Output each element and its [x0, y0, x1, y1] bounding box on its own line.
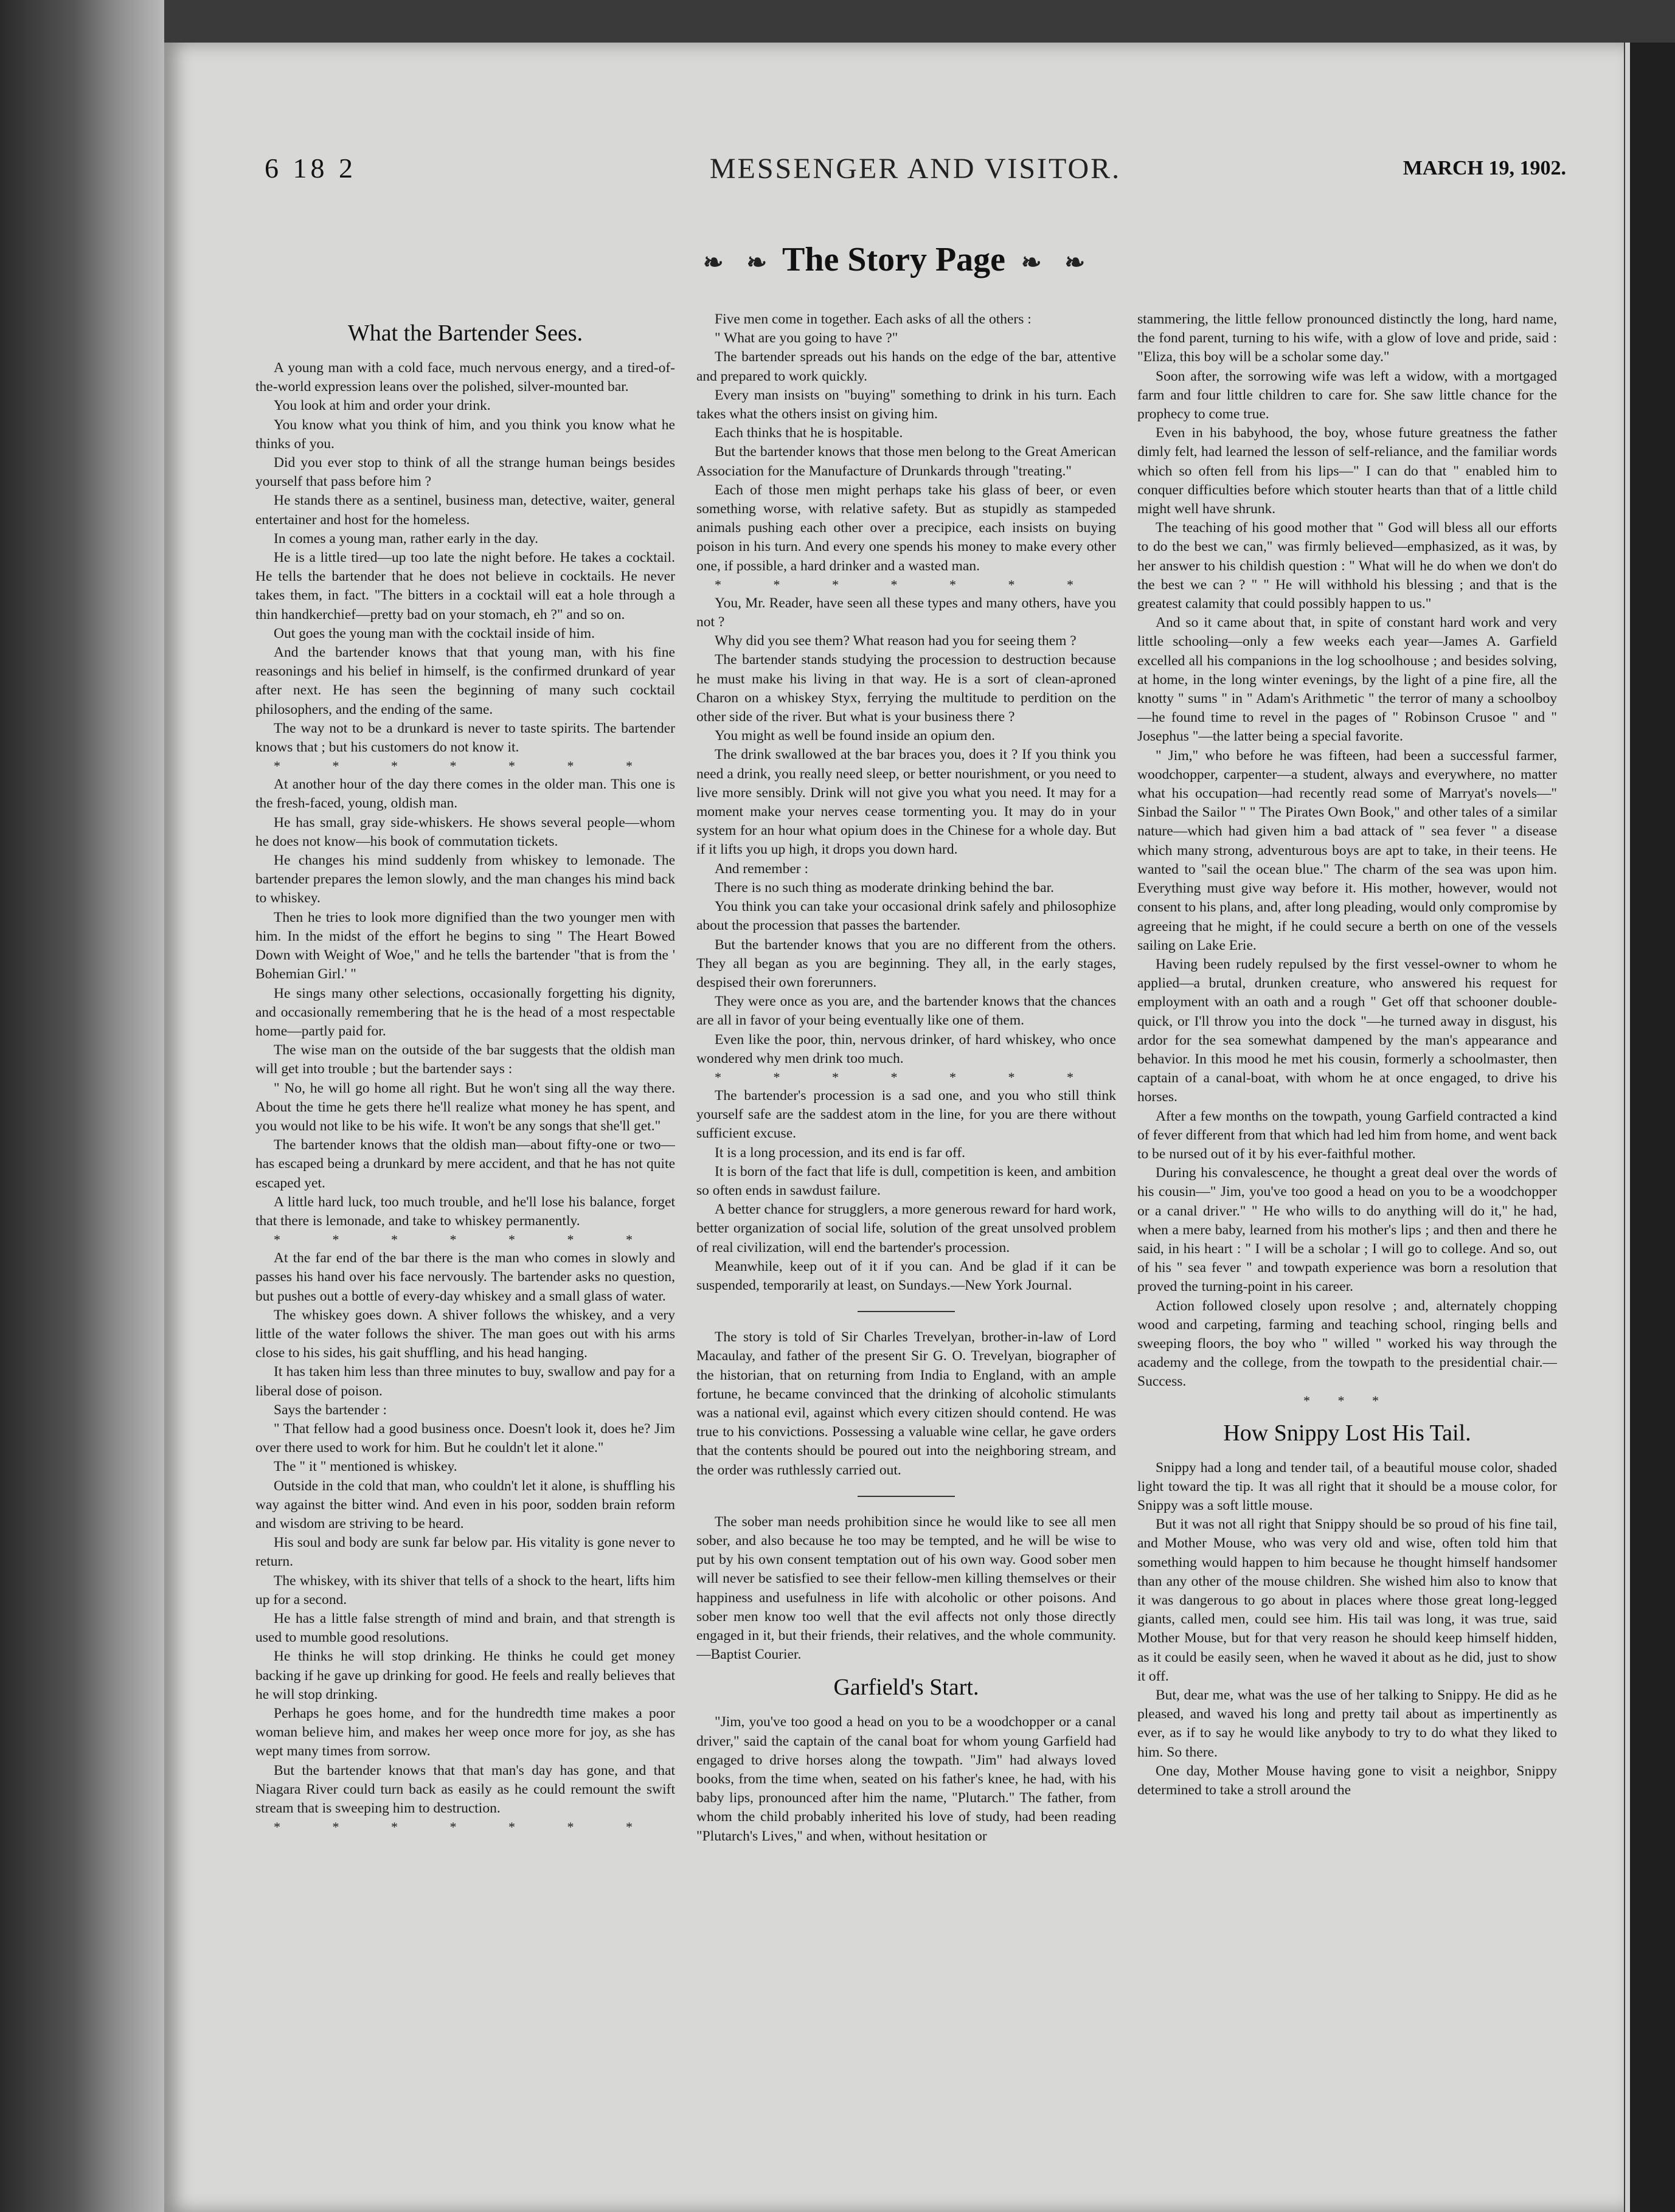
page-header — [265, 152, 1566, 207]
col1-block-1 — [255, 359, 675, 757]
paragraph: Snippy had a long and tender tail, of a beautiful mouse color, shaded light toward the tip. It was all right that it should be a mouse color, for Snippy was a soft little mouse. — [1137, 1459, 1557, 1513]
paragraph: And remember : — [715, 860, 809, 877]
paragraph: The bartender stands studying the procession to destruction because he must make his living in that way. He is a sort of clean-aproned Charon on a whiskey Styx, ferrying the multitude to perdition on the other side of the river. But what is your business there ? — [696, 652, 1116, 725]
paragraph: He has small, gray side-whiskers. He shows several people—whom he does not know—his book of commutation tickets. — [255, 814, 675, 849]
paragraph: Every man insists on "buying" something to drink in his turn. Each takes what the others insist on giving him. — [696, 387, 1116, 423]
paragraph: But, dear me, what was the use of her talking to Snippy. He did as he pleased, and waved his long and pretty tail about as impertinently as ever, as if to say he would like anybody to try to do what they liked to him. So there. — [1137, 1687, 1557, 1760]
paragraph: They were once as you are, and the bartender knows that the chances are all in favor of your being eventually like one of them. — [696, 994, 1116, 1029]
paragraph: There is no such thing as moderate drinking behind the bar. — [715, 879, 1054, 896]
section-divider: * * * * * * * — [274, 758, 657, 774]
paragraph: Soon after, the sorrowing wife was left a widow, with a mortgaged farm and four little children to care for. She saw little chance for the prophecy to come true. — [1137, 368, 1557, 423]
paragraph: And the bartender knows that that young man, with his fine reasonings and his belief in himself, is the confirmed drunkard of year after next. He has seen the beginning of many such cocktail philosophers, and the ending of the same. — [255, 645, 675, 717]
paragraph: Says the bartender : — [274, 1402, 387, 1418]
section-title-text: The Story Page — [782, 241, 1006, 278]
section-divider: * * * * * * * — [274, 1232, 657, 1248]
paragraph: The drink swallowed at the bar braces you, does it ? If you think you need a drink, you really need sleep, or better nourishment, or you need to live more sensibly. Drink will not give you what you need. It may for a moment make your nerves cease tormenting you. It may do in your system for an hour what opium does in the Chinese for a whole day. But if it lifts you up high, it drops you down hard. — [696, 747, 1116, 858]
paragraph: But it was not all right that Snippy should be so proud of his fine tail, and Mother Mouse, who was very old and wise, often told him that something would happen to him because he thought himself handsomer than any other of the mouse children. She wished him also to know that it was dangerous to go about in places where those great long-legged giants, called men, could see him. His tail was long, it was true, said Mother Mouse, but for that very reason he should keep himself hidden, as it could be easily seen, when he waved it about as he did, just to show it off. — [1137, 1516, 1557, 1684]
paragraph: He changes his mind suddenly from whiskey to lemonade. The bartender prepares the lemon slowly, and the man changes his mind back to whiskey. — [255, 852, 675, 907]
paragraph: At another hour of the day there comes in the older man. This one is the fresh-faced, young, oldish man. — [255, 776, 675, 812]
col1-block-2 — [255, 775, 675, 1231]
paragraph: The " it " mentioned is whiskey. — [274, 1459, 457, 1475]
paragraph: Five men come in together. Each asks of all the others : — [715, 311, 1032, 327]
paragraph: He is a little tired—up too late the night before. He takes a cocktail. He tells the bartender that he does not believe in cocktails. He never takes them, in fact. "The bitters in a cocktail will eat a hole through a thin handkerchief—pretty bad on your stomach, eh ?" and so on. — [255, 550, 675, 623]
paragraph: A young man with a cold face, much nervous energy, and a tired-of-the-world expression leans over the polished, silver-mounted bar. — [255, 360, 675, 395]
section-title — [164, 240, 1624, 279]
paragraph: One day, Mother Mouse having gone to visit a neighbor, Snippy determined to take a stroll around the — [1137, 1763, 1557, 1799]
col2-block-1 — [696, 310, 1116, 576]
divider-rule — [858, 1311, 955, 1312]
paragraph: Why did you see them? What reason had you for seeing them ? — [715, 633, 1077, 649]
col1-block-3 — [255, 1249, 675, 1818]
section-divider: * * * * * * * — [715, 1069, 1098, 1085]
newspaper-page — [164, 43, 1624, 2212]
paragraph: The story is told of Sir Charles Trevelyan, brother-in-law of Lord Macaulay, and father of the present Sir G. O. Trevelyan, biographer of the historian, that on returning from India to England, with an ample fortune, he became convinced that the drinking of alcoholic stimulants was a national evil, against which every citizen should contend. He was true to his convictions. Possessing a valuable wine cellar, he gave orders that the contents should be poured out into the neighboring stream, and the order was ruthlessly carried out. — [696, 1329, 1116, 1478]
ornament-icon: ❧ — [1064, 249, 1086, 276]
paragraph: But the bartender knows that you are no different from the others. They all began as you are beginning. They all, in the early stages, despised their own forerunners. — [696, 936, 1116, 990]
paragraph: He sings many other selections, occasionally forgetting his dignity, and occasionally remembering that he is the head of a most respectable home—partly paid for. — [255, 985, 675, 1039]
paragraph: " That fellow had a good business once. Doesn't look it, does he? Jim over there used to work for him. But he couldn't let it alone." — [255, 1420, 675, 1456]
paragraph: It has taken him less than three minutes to buy, swallow and pay for a liberal dose of poison. — [255, 1364, 675, 1399]
paragraph: A little hard luck, too much trouble, and he'll lose his balance, forget that there is lemonade, and take to whiskey permanently. — [255, 1194, 675, 1229]
article-heading: How Snippy Lost His Tail. — [1223, 1420, 1471, 1446]
paragraph: stammering, the little fellow pronounced distinctly the long, hard name, the fond parent, turning to his wife, with a glow of love and pride, said : "Eliza, this boy will be a scholar some day." — [1137, 311, 1557, 365]
paragraph: You know what you think of him, and you think you know what he thinks of you. — [255, 416, 675, 452]
col2-block-2 — [696, 594, 1116, 1068]
paragraph: In comes a young man, rather early in the day. — [274, 530, 539, 547]
paragraph: He thinks he will stop drinking. He thinks he could get money backing if he gave up drinking for good. He feels and really believes that he will stop drinking. — [255, 1648, 675, 1702]
article-heading: Garfield's Start. — [833, 1675, 979, 1701]
paragraph: " Jim," who before he was fifteen, had been a successful farmer, woodchopper, carpenter—a student, always and everywhere, no matter what his occupation—had recently read some of Marryat's novels—" Sinbad the Sailor " " The Pirates Own Book," and other tales of a similar nature—which had given him a bad attack of " sea fever " a disease which many strong, adventurous boys are apt to take, in their teens. He wanted to "sail the ocean blue." The charm of the sea was upon him. Everything must give way before it. His mother, however, would not consent to his plans, and, after long pleading, would only compromise by agreeing that he might, if he could secure a berth on one of the vessels sailing on Lake Erie. — [1137, 747, 1557, 953]
paragraph: Meanwhile, keep out of it if you can. And be glad if it can be suspended, temporarily at least, on Sundays.—New York Journal. — [696, 1258, 1116, 1293]
paragraph: But the bartender knows that those men belong to the Great American Association for the Manufacture of Drunkards through "treating." — [696, 444, 1116, 479]
paragraph: " What are you going to have ?" — [715, 330, 898, 347]
col2-block-4 — [696, 1328, 1116, 1664]
paragraph: Out goes the young man with the cocktail inside of him. — [274, 625, 595, 641]
paragraph: His soul and body are sunk far below par. His vitality is gone never to return. — [255, 1535, 675, 1570]
paragraph: And so it came about that, in spite of constant hard work and very little schooling—only a few weeks each year—James A. Garfield excelled all his companions in the log schoolhouse ; and besides solving, at home, in the long winter evenings, by the light of a pine fire, all the knotty " sums " in " Adam's Arithmetic " the terror of many a schoolboy—he found time to revel in the pages of " Robinson Crusoe " and " Josephus "—the latter being a special favorite. — [1137, 615, 1557, 745]
paragraph: The bartender's procession is a sad one, and you who still think yourself safe are the saddest atom in the line, for you are there without sufficient excuse. — [696, 1087, 1116, 1142]
adjacent-page-edge — [1625, 43, 1675, 2212]
article-heading: What the Bartender Sees. — [347, 320, 583, 346]
paragraph: The bartender spreads out his hands on the edge of the bar, attentive and prepared to work quickly. — [696, 349, 1116, 384]
paragraph: At the far end of the bar there is the man who comes in slowly and passes his hand over his face nervously. The bartender asks no question, but pushes out a bottle of every-day whiskey and a small glass of water. — [255, 1250, 675, 1304]
paragraph: The bartender knows that the oldish man—about fifty-one or two—has escaped being a drunkard by mere accident, and that he has not quite escaped yet. — [255, 1137, 675, 1191]
paragraph: Even in his babyhood, the boy, whose future greatness the father dimly felt, had learned the lesson of self-reliance, and the familiar words which so often fell from his lips—" I can do that " enabled him to conquer difficulties before which stouter hearts than that of a little child might well have shrunk. — [1137, 425, 1557, 517]
paragraph: During his convalescence, he thought a great deal over the words of his cousin—" Jim, you've too good a head on you to be a woodchopper or a canal driver." " He who wills to do anything will do it," he had, when a mere baby, learned from his mother's lips ; and then and there he said, in his heart : " I will be a scholar ; I will go to college. And so, out of his " sea fever " and towpath experience was born a resolution that proved the turning-point in his career. — [1137, 1165, 1557, 1295]
col2-block-5 — [696, 1713, 1116, 1845]
paragraph: Having been rudely repulsed by the first vessel-owner to whom he applied—a brutal, drunken creature, who answered his request for employment with an oath and a rough " Get off that schooner double-quick, or I'll throw you into the dock "—he turned away in disgust, his ardor for the sea somewhat dampened by the man's appearance and behavior. In this mood he met his cousin, formerly a schoolmaster, then captain of a canal-boat, with whom he at once engaged, to drive his horses. — [1137, 956, 1557, 1105]
ornament-icon: ❧ — [1021, 249, 1042, 276]
paragraph: You, Mr. Reader, have seen all these types and many others, have you not ? — [696, 595, 1116, 631]
paragraph: Then he tries to look more dignified than the two younger men with him. In the midst of the effort he begins to sing " The Heart Bowed Down with Weight of Woe," and he tells the bartender "that is from the ' Bohemian Girl.' " — [255, 909, 675, 983]
col3-block-2 — [1137, 1459, 1557, 1800]
paragraph: He has a little false strength of mind and brain, and that strength is used to mumble good resolutions. — [255, 1611, 675, 1646]
paragraph: " No, he will go home all right. But he won't sing all the way there. About the time he gets there he'll realize what money he has spent, and you would not like to be his wife. It won't be any songs that she'll get." — [255, 1080, 675, 1134]
paragraph: Action followed closely upon resolve ; and, alternately chopping wood and carpeting, farming and teaching school, ringing bells and sweeping floors, the boy who " willed " worked his way through the academy and the college, from the towpath to the presidential chair.—Success. — [1137, 1298, 1557, 1390]
paragraph: A better chance for strugglers, a more generous reward for hard work, better organization of social life, solution of the great unsolved problem of real civilization, will end the bartender's procession. — [696, 1201, 1116, 1256]
paragraph: After a few months on the towpath, young Garfield contracted a kind of fever different from that which had led him from home, and went back to be nursed out of it by his ever-faithful mother. — [1137, 1108, 1557, 1162]
section-divider: * * * * * * * — [715, 576, 1098, 592]
paragraph: The whiskey, with its shiver that tells of a shock to the heart, lifts him up for a second. — [255, 1572, 675, 1608]
paragraph: Even like the poor, thin, nervous drinker, of hard whiskey, who once wondered why men drink too much. — [696, 1031, 1116, 1066]
paragraph: Each thinks that he is hospitable. — [715, 425, 903, 441]
paragraph: The sober man needs prohibition since he would like to see all men sober, and also because he too may be tempted, and he will be wise to put by his own consent temptation out of his own way. Good sober men will never be satisfied to see their fellow-men killing themselves or their happiness and usefulness in life with alcoholic or other poisons. And sober men know too well that the evil affects not only those directly engaged in it, but their friends, their relatives, and the whole community.—Baptist Courier. — [696, 1513, 1116, 1663]
paragraph: The teaching of his good mother that " God will bless all our efforts to do the best we can," was firmly believed—emphasized, as it was, by her answer to his childish question : " What will he do when we don't do the best we can ? " " He will withhold his blessing ; and that is the greatest calamity that could possibly happen to us." — [1137, 520, 1557, 612]
paragraph: Each of those men might perhaps take his glass of beer, or even something worse, with relative safety. But as stupidly as stampeded animals pushing each other over a precipice, each insists on buying poison in his turn. And every one spends his money to make every other one, if possible, a hard drinker and a wasted man. — [696, 482, 1116, 574]
paragraph: He stands there as a sentinel, business man, detective, waiter, general entertainer and host for the homeless. — [255, 493, 675, 528]
paragraph: The whiskey goes down. A shiver follows the whiskey, and a very little of the water follows the shiver. The man goes out with his arms close to his sides, his gait shuffling, and his head hanging. — [255, 1307, 675, 1361]
paragraph: It is a long procession, and its end is far off. — [715, 1144, 966, 1161]
publication-title: MESSENGER AND VISITOR. — [709, 153, 1122, 185]
column-1 — [255, 310, 675, 2183]
paragraph: Outside in the cold that man, who couldn't let it alone, is shuffling his way against the bitter wind. And even in his poor, sodden brain reform and wisdom are striving to be heard. — [255, 1478, 675, 1532]
column-2 — [696, 310, 1116, 2183]
paragraph: You look at him and order your drink. — [274, 398, 491, 414]
paragraph: "Jim, you've too good a head on you to be a woodchopper or a canal driver," said the captain of the canal boat for whom young Garfield had engaged to drive horses along the towpath. "Jim" had always loved books, from the time when, seated on his father's knee, he had, with his baby lips, pronounced after him the name, "Plutarch." The father, from whom the child probably inherited his love of study, had been reading "Plutarch's Lives," and when, without hesitation or — [696, 1714, 1116, 1844]
paragraph: The way not to be a drunkard is never to taste spirits. The bartender knows that ; but his customers do not know it. — [255, 720, 675, 756]
paragraph: Did you ever stop to think of all the strange human beings besides yourself that pass before him ? — [255, 455, 675, 490]
ornament-icon: ❧ — [746, 249, 767, 276]
paragraph: Perhaps he goes home, and for the hundredth time makes a poor woman believe him, and makes her weep once more for joy, as she has wept many times from sorrow. — [255, 1706, 675, 1760]
book-binding — [0, 0, 164, 2212]
ornament-icon: ❧ — [702, 249, 724, 276]
issue-date: MARCH 19, 1902. — [1403, 157, 1566, 179]
paragraph: It is born of the fact that life is dull, competition is keen, and ambition so often ends in sawdust failure. — [696, 1163, 1116, 1198]
divider-rule — [858, 1496, 955, 1497]
col2-block-3 — [696, 1087, 1116, 1295]
section-divider: * * * — [1303, 1392, 1391, 1408]
page-number: 6 18 2 — [265, 153, 356, 184]
paragraph: The wise man on the outside of the bar suggests that the oldish man will get into trouble ; but the bartender says : — [255, 1042, 675, 1077]
paragraph: You might as well be found inside an opium den. — [715, 728, 996, 744]
section-divider: * * * * * * * — [274, 1819, 657, 1835]
paragraph: But the bartender knows that that man's day has gone, and that Niagara River could turn back as easily as he could remount the swift stream that is sweeping him to destruction. — [255, 1762, 675, 1817]
paragraph: You think you can take your occasional drink safely and philosophize about the procession that passes the bartender. — [696, 899, 1116, 934]
column-3 — [1137, 310, 1557, 2183]
col3-block-1 — [1137, 310, 1557, 1392]
